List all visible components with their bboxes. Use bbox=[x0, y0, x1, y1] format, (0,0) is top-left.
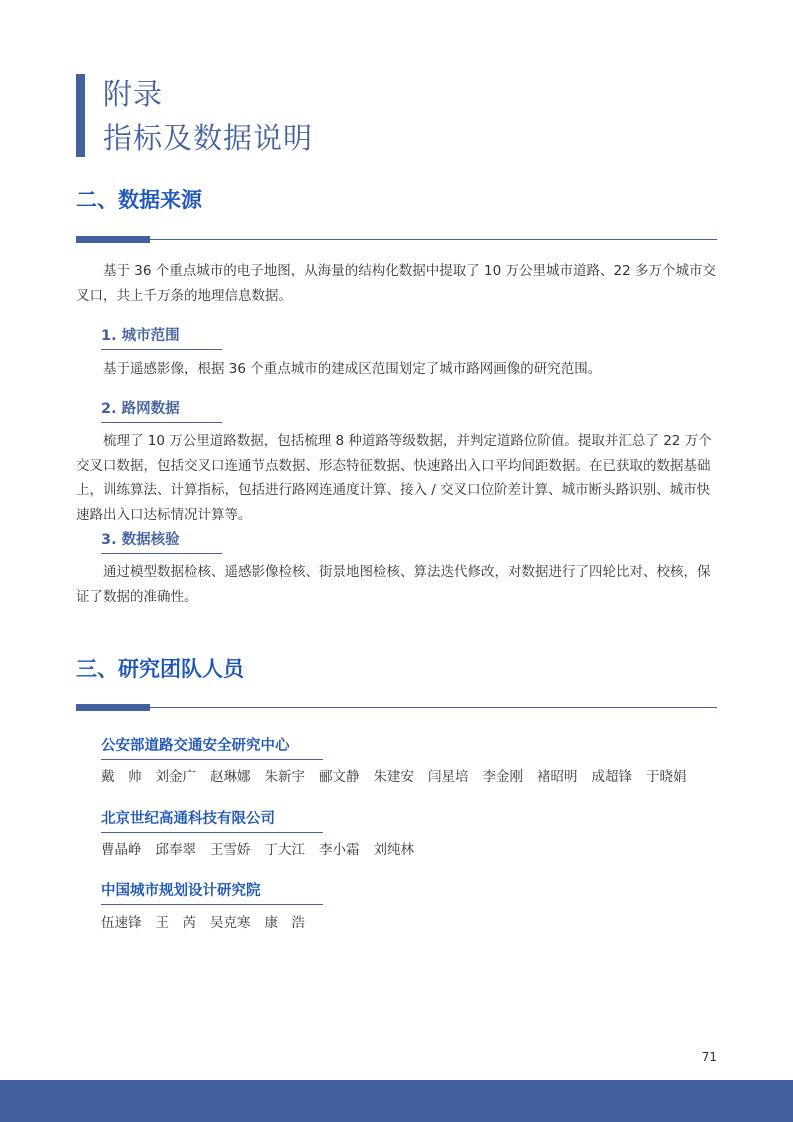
title-accent-bar bbox=[76, 74, 85, 157]
member-name: 邱奉翠 bbox=[155, 842, 196, 858]
member-name: 朱新宇 bbox=[264, 769, 305, 785]
section-rule-thin bbox=[150, 239, 717, 240]
member-name: 郦文静 bbox=[319, 769, 360, 785]
member-name: 戴 帅 bbox=[101, 769, 142, 785]
member-name: 王 芮 bbox=[155, 915, 196, 931]
section-heading-data-source: 二、数据来源 bbox=[76, 188, 202, 212]
data-source-intro: 基于 36 个重点城市的电子地图，从海量的结构化数据中提取了 10 万公里城市道路、22 多万个城市交叉口，共上千万条的地理信息数据。 bbox=[76, 263, 716, 304]
member-name: 康 浩 bbox=[264, 915, 305, 931]
appendix-title: 附录 bbox=[103, 77, 164, 111]
member-name: 成超锋 bbox=[591, 769, 632, 785]
page-number: 71 bbox=[701, 1050, 717, 1064]
member-name: 曹晶峥 bbox=[101, 842, 142, 858]
appendix-subtitle: 指标及数据说明 bbox=[103, 121, 314, 155]
org-heading: 中国城市规划设计研究院 bbox=[101, 880, 323, 905]
data-verification-text: 通过模型数据检核、遥感影像检核、街景地图检核、算法迭代修改，对数据进行了四轮比对、校核，保证了数据的准确性。 bbox=[76, 564, 711, 605]
member-name: 刘金广 bbox=[155, 769, 196, 785]
member-list bbox=[101, 912, 319, 934]
member-name: 李金刚 bbox=[482, 769, 523, 785]
section-rule-thick bbox=[76, 236, 150, 243]
section-heading-team: 三、研究团队人员 bbox=[76, 657, 244, 681]
member-list bbox=[101, 766, 701, 788]
city-scope-text: 基于遥感影像，根据 36 个重点城市的建成区范围划定了城市路网画像的研究范围。 bbox=[103, 361, 602, 377]
footer-bar bbox=[0, 1080, 793, 1122]
member-name: 于晓娟 bbox=[646, 769, 687, 785]
member-name: 吴克寒 bbox=[210, 915, 251, 931]
org-heading: 北京世纪高通科技有限公司 bbox=[101, 808, 323, 833]
section-rule-thin bbox=[150, 707, 717, 708]
sub-heading-road-network: 2. 路网数据 bbox=[101, 398, 222, 423]
road-network-text: 梳理了 10 万公里道路数据，包括梳理 8 种道路等级数据，并判定道路位阶值。提取并汇总了 22 万个交叉口数据，包括交叉口连通节点数据、形态特征数据、快速路出入口平均间距数据。在已获取的数据基础上，训练算法、计算指标，包括进行路网连通度计算、接入 / 交叉口位阶差计算、城市断头路识别、城市快速路出入口达标情况计算等。 bbox=[76, 433, 712, 523]
sub-heading-data-verification: 3. 数据核验 bbox=[101, 529, 222, 554]
member-name: 赵琳娜 bbox=[210, 769, 251, 785]
member-name: 刘纯林 bbox=[373, 842, 414, 858]
sub-heading-city-scope: 1. 城市范围 bbox=[101, 325, 222, 350]
member-name: 褚昭明 bbox=[537, 769, 578, 785]
member-name: 李小霜 bbox=[319, 842, 360, 858]
member-name: 丁大江 bbox=[264, 842, 305, 858]
member-name: 伍速锋 bbox=[101, 915, 142, 931]
member-name: 朱建安 bbox=[373, 769, 414, 785]
org-heading: 公安部道路交通安全研究中心 bbox=[101, 735, 323, 760]
member-list bbox=[101, 839, 428, 861]
member-name: 王雪娇 bbox=[210, 842, 251, 858]
member-name: 闫星培 bbox=[428, 769, 469, 785]
section-rule-thick bbox=[76, 704, 150, 711]
